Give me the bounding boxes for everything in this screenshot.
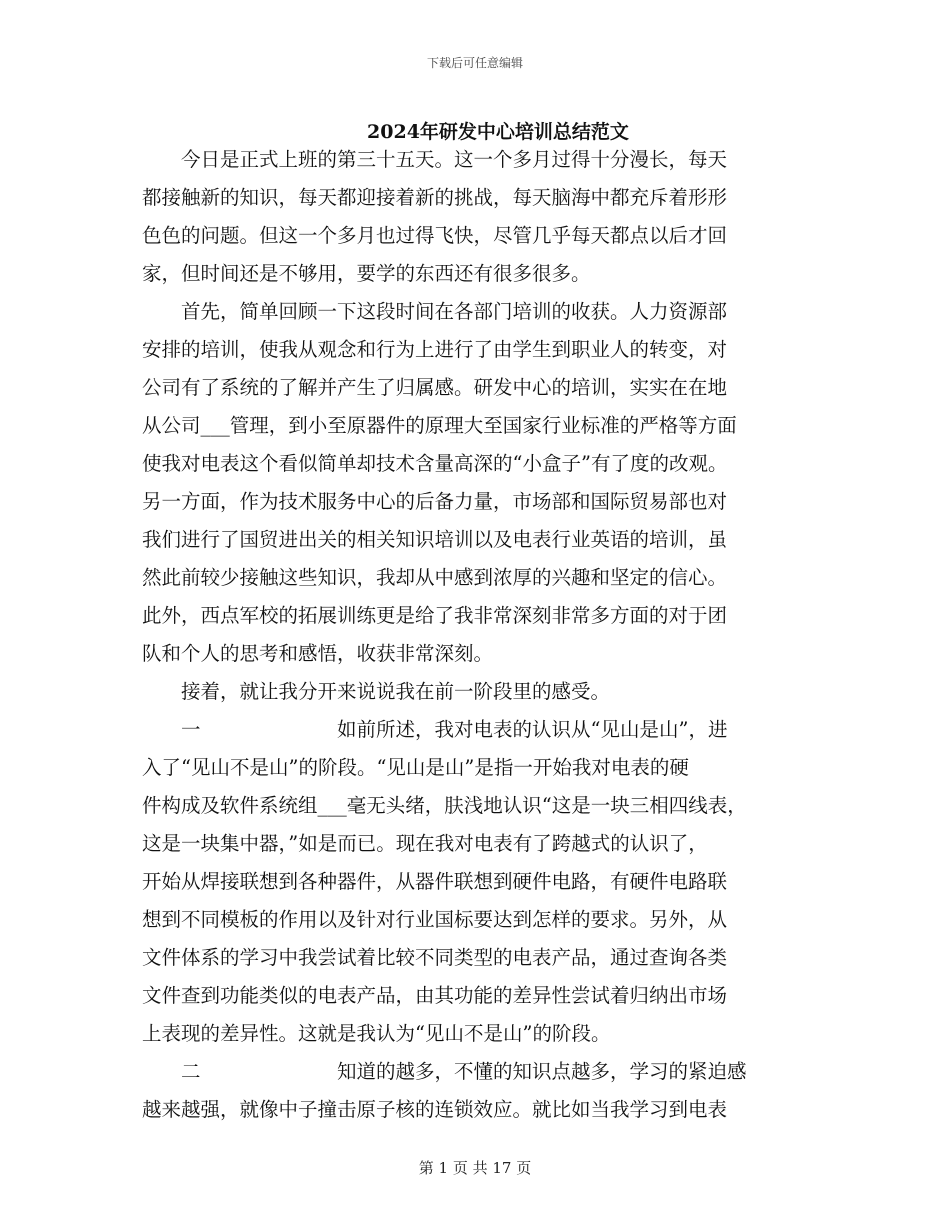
body-line: 队和个人的思考和感悟，收获非常深刻。 [142, 642, 494, 665]
body-line: 接着，就让我分开来说说我在前一阶段里的感受。 [142, 680, 611, 703]
body-line: 首先，简单回顾一下这段时间在各部门培训的收获。人力资源部 [142, 300, 728, 323]
body-line: 安排的培训，使我从观念和行为上进行了由学生到职业人的转变，对 [142, 338, 728, 361]
body-line: 都接触新的知识，每天都迎接着新的挑战，每天脑海中都充斥着形形 [142, 186, 728, 209]
body-line: 入了“见山不是山”的阶段。“见山是山”是指一开始我对电表的硬 [142, 756, 689, 779]
body-line: 另一方面，作为技术服务中心的后备力量，市场部和国际贸易部也对 [142, 490, 728, 513]
body-line: 文件体系的学习中我尝试着比较不同类型的电表产品，通过查询各类 [142, 946, 728, 969]
body-line: 一 如前所述，我对电表的认识从“见山是山”，进 [142, 718, 728, 741]
page-footer: 第 1 页 共 17 页 [418, 1159, 532, 1177]
body-line: 我们进行了国贸进出关的相关知识培训以及电表行业英语的培训，虽 [142, 528, 728, 551]
body-line: 文件查到功能类似的电表产品，由其功能的差异性尝试着归纳出市场 [142, 984, 728, 1007]
body-line: 此外，西点军校的拓展训练更是给了我非常深刻非常多方面的对于团 [142, 604, 728, 627]
body-line: 今日是正式上班的第三十五天。这一个多月过得十分漫长，每天 [142, 148, 728, 171]
body-line: 这是一块集中器，”如是而已。现在我对电表有了跨越式的认识了， [142, 832, 708, 855]
body-line: 二 知道的越多，不懂的知识点越多，学习的紧迫感 [142, 1060, 747, 1083]
body-line: 件构成及软件系统组___毫无头绪，肤浅地认识“这是一块三相四线表， [142, 794, 747, 817]
body-line: 从公司___管理，到小至原器件的原理大至国家行业标准的严格等方面 [142, 414, 737, 437]
body-line: 使我对电表这个看似简单却技术含量高深的“小盒子”有了度的改观。 [142, 452, 728, 475]
body-line: 公司有了系统的了解并产生了归属感。研发中心的培训，实实在在地 [142, 376, 728, 399]
body-line: 想到不同模板的作用以及针对行业国标要达到怎样的要求。另外，从 [142, 908, 728, 931]
page-header: 下载后可任意编辑 [426, 56, 523, 70]
body-line: 上表现的差异性。这就是我认为“见山不是山”的阶段。 [142, 1022, 611, 1045]
body-line: 色色的问题。但这一个多月也过得飞快，尽管几乎每天都点以后才回 [142, 224, 728, 247]
body-line: 越来越强，就像中子撞击原子核的连锁效应。就比如当我学习到电表 [142, 1098, 728, 1121]
body-line: 开始从焊接联想到各种器件，从器件联想到硬件电路，有硬件电路联 [142, 870, 728, 893]
document-title: 2024年研发中心培训总结范文 [367, 121, 629, 143]
body-line: 家，但时间还是不够用，要学的东西还有很多很多。 [142, 262, 591, 285]
body-line: 然此前较少接触这些知识，我却从中感到浓厚的兴趣和坚定的信心。 [142, 566, 728, 589]
